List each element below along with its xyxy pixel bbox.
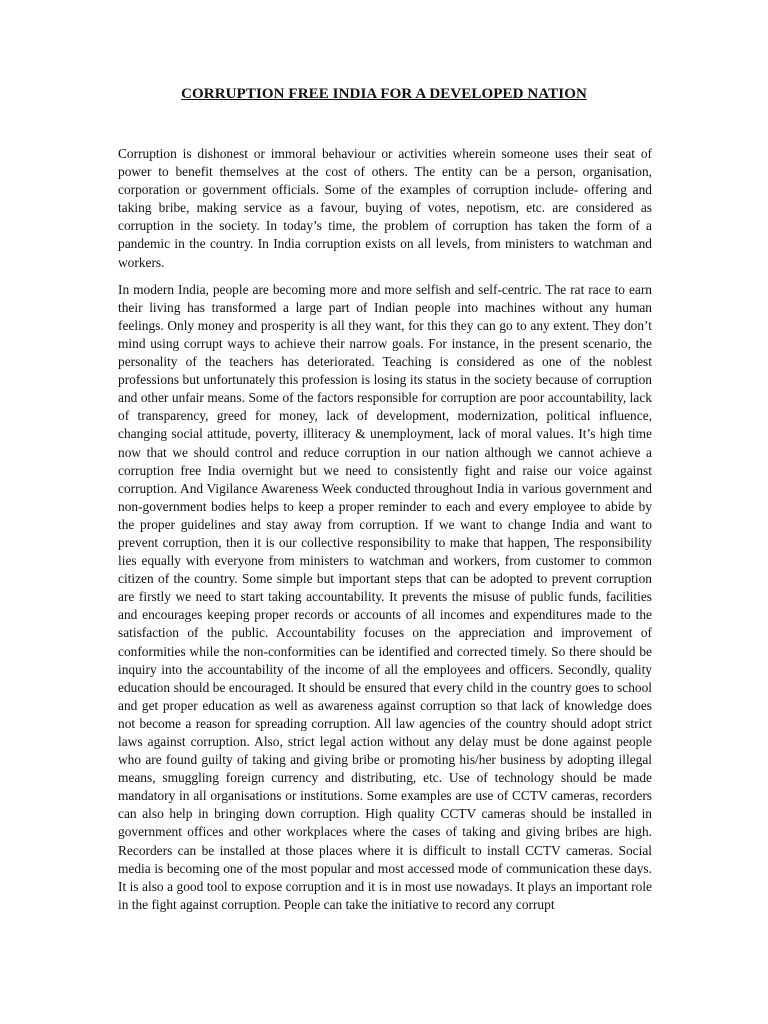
document-title: CORRUPTION FREE INDIA FOR A DEVELOPED NATION: [181, 86, 587, 102]
document-body: [118, 145, 652, 923]
paragraph-intro: Corruption is dishonest or immoral behaviour or activities wherein someone uses their seat of power to benefit themselves at the cost of others. The entity can be a person, organisation, corporation or government officials. Some of the examples of corruption include- offering and taking bribe, making service as a favour, buying of votes, nepotism, etc. are considered as corruption in the society. In today’s time, the problem of corruption has taken the form of a pandemic in the country. In India corruption exists on all levels, from ministers to watchman and workers.: [118, 146, 652, 270]
paragraph-modern-india: In modern India, people are becoming more and more selfish and self-centric. The rat race to earn their living has transformed a large part of Indian people into machines without any human feelings. Only money and prosperity is all they want, for this they can go to any extent. They don’t mind using corrupt ways to achieve their narrow goals. For instance, in the present scenario, the personality of the teachers has deteriorated. Teaching is considered as one of the noblest professions but unfortunately this profession is losing its status in the society because of corruption and other unfair means. Some of the factors responsible for corruption are poor accountability, lack of transparency, greed for money, lack of development, modernization, political influence, changing social attitude, poverty, illiteracy & unemployment, lack of moral values. It’s high time now that we should control and reduce corruption in our nation although we cannot achieve a corruption free India overnight but we need to consistently fight and raise our voice against corruption. And Vigilance Awareness Week conducted throughout India in various government and non-government bodies helps to keep a proper reminder to each and every employee to abide by the proper guidelines and stay away from corruption. If we want to change India and want to prevent corruption, then it is our collective responsibility to make that happen, The responsibility lies equally with everyone from ministers to watchman and workers, from customer to common citizen of the country. Some simple but important steps that can be adopted to prevent corruption are firstly we need to start taking accountability. It prevents the misuse of public funds, facilities and encourages keeping proper records or accounts of all incomes and expenditures made to the satisfaction of the public. Accountability focuses on the appreciation and improvement of conformities while the non-conformities can be identified and corrected timely. So there should be inquiry into the accountability of the income of all the employees and officers. Secondly, quality education should be encouraged. It should be ensured that every child in the country goes to school and get proper education as well as awareness against corruption so that lack of knowledge does not become a reason for spreading corruption. All law agencies of the country should adopt strict laws against corruption. Also, strict legal action without any delay must be done against people who are found guilty of taking and giving bribe or promoting his/her business by adopting illegal means, smuggling foreign currency and distributing, etc. Use of technology should be made mandatory in all organisations or institutions. Some examples are use of CCTV cameras, recorders can also help in bringing down corruption. High quality CCTV cameras should be installed in government offices and other workplaces where the cases of taking and giving bribes are high. Recorders can be installed at those places where it is difficult to install CCTV cameras. Social media is becoming one of the most popular and most accessed mode of communication these days. It is also a good tool to expose corruption and it is in most use nowadays. It plays an important role in the fight against corruption. People can take the initiative to record any corrupt: [118, 281, 652, 912]
